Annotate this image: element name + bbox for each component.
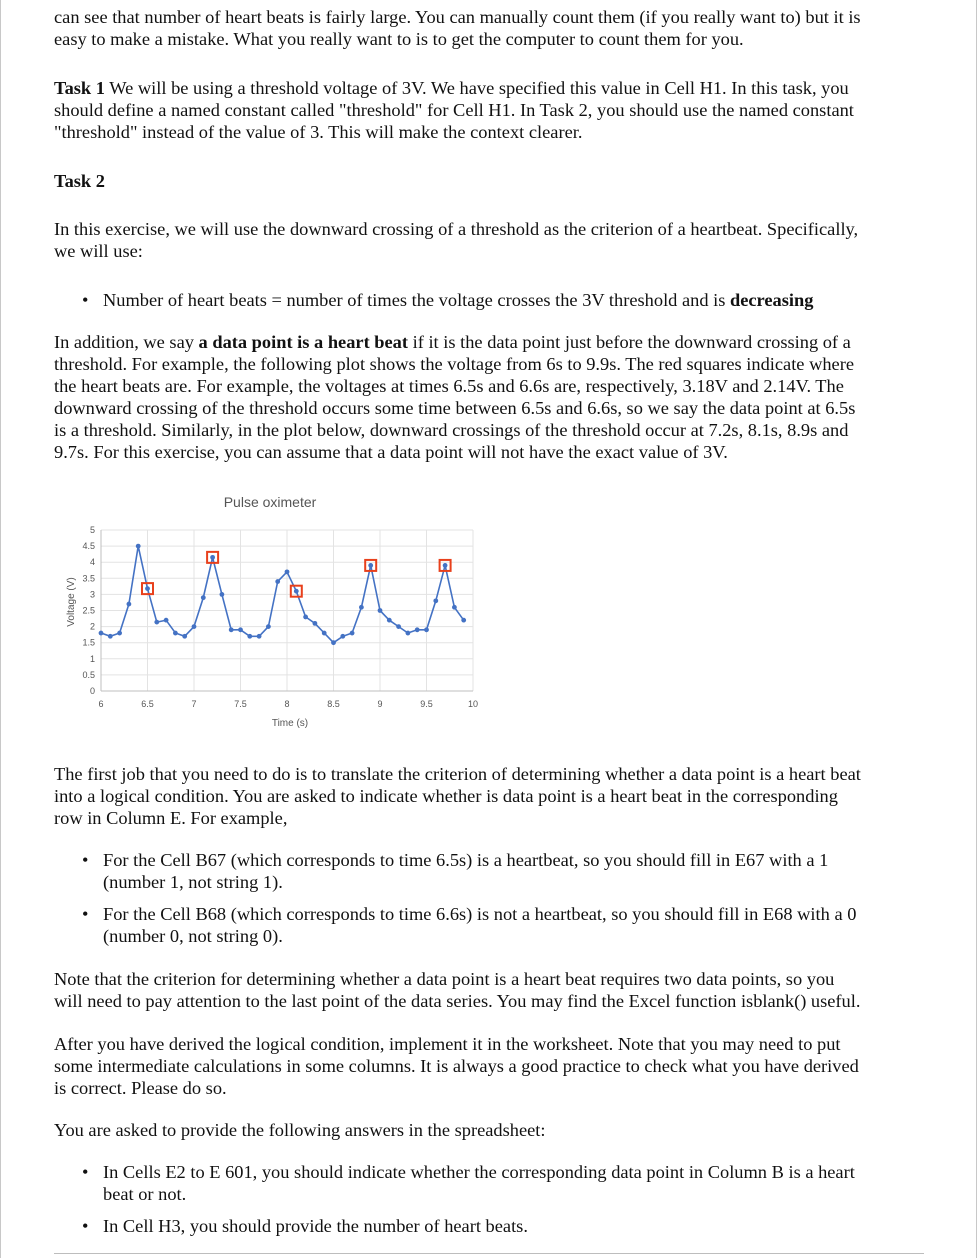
- task2-label: Task 2: [54, 171, 105, 191]
- implement-line: some intermediate calculations in some columns. It is always a good practice to check what you have derived: [54, 1056, 859, 1076]
- page-left-border: [0, 0, 1, 1258]
- y-tick-label: 0: [89, 686, 95, 696]
- task2-line: In this exercise, we will use the downward crossing of a threshold as the criterion of a heartbeat. Specifically,: [54, 219, 859, 239]
- list-item: [54, 849, 924, 893]
- list-item: [54, 289, 924, 311]
- data-point: [238, 627, 243, 632]
- list-item: [54, 1161, 924, 1205]
- data-point: [99, 631, 104, 636]
- data-point: [220, 592, 225, 597]
- data-point: [368, 563, 373, 568]
- bullet-text: Number of heart beats = number of times the voltage crosses the 3V threshold and is: [103, 290, 730, 310]
- pulse-oximeter-chart: [55, 480, 495, 738]
- definition-line: is a threshold. Similarly, in the plot below, downward crossings of the threshold occur at 7.2s, 8.1s, 8.9s and: [54, 420, 849, 440]
- bullet-text: In Cell H3, you should provide the number of heart beats.: [103, 1216, 528, 1236]
- chart-gridlines: [101, 530, 473, 691]
- data-point: [350, 631, 355, 636]
- data-point: [331, 640, 336, 645]
- bottom-divider: [54, 1253, 924, 1254]
- data-point: [275, 579, 280, 584]
- bullet-text: (number 0, not string 0).: [103, 926, 283, 946]
- data-point: [266, 624, 271, 629]
- data-point: [406, 631, 411, 636]
- bullet-text: For the Cell B68 (which corresponds to time 6.6s) is not a heartbeat, so you should fill in E68 with a 0: [103, 904, 857, 924]
- y-tick-label: 3: [89, 589, 95, 600]
- intro-line: easy to make a mistake. What you really want to is to get the computer to count them for you.: [54, 29, 744, 49]
- x-tick-label: 9: [377, 699, 383, 709]
- y-tick-label: 2: [89, 621, 95, 632]
- task1-paragraph: [54, 77, 929, 143]
- data-point: [452, 605, 457, 610]
- y-tick-label: 4: [89, 557, 95, 568]
- example-list: [54, 849, 924, 947]
- definition-line: 9.7s. For this exercise, you can assume that a data point will not have the exact value of 3V.: [54, 442, 728, 462]
- data-point: [285, 569, 290, 574]
- y-axis-label: Voltage (V): [66, 577, 77, 627]
- chart-title: Pulse oximeter: [223, 494, 317, 510]
- definition-line: if it is the data point just before the downward crossing of a: [408, 332, 851, 352]
- answers-paragraph: [54, 1119, 929, 1141]
- bullet-text: (number 1, not string 1).: [103, 872, 283, 892]
- task1-line: We will be using a threshold voltage of 3V. We have specified this value in Cell H1. In this task, you: [104, 78, 849, 98]
- definition-line: downward crossing of the threshold occurs some time between 6.5s and 6.6s, so we say the data point at 6.5s: [54, 398, 856, 418]
- task2-line: we will use:: [54, 241, 143, 261]
- definition-line: the heart beats are. For example, the voltages at times 6.5s and 6.6s are, respectively, 3.18V and 2.14V. The: [54, 376, 844, 396]
- note-line: Note that the criterion for determining whether a data point is a heart beat requires two data points, so you: [54, 969, 835, 989]
- criterion-list: [54, 289, 924, 311]
- task2-heading: [54, 170, 929, 192]
- list-item: [54, 1215, 924, 1237]
- data-point: [443, 563, 448, 568]
- data-point: [127, 602, 132, 607]
- x-tick-label: 7.5: [234, 699, 247, 709]
- bullet-text: beat or not.: [103, 1184, 187, 1204]
- x-tick-label: 8: [284, 699, 290, 709]
- data-point: [182, 634, 187, 639]
- list-item: [54, 903, 924, 947]
- definition-paragraph: [54, 331, 929, 463]
- data-point: [192, 624, 197, 629]
- bullet-bold-text: decreasing: [730, 290, 814, 310]
- data-point: [257, 634, 262, 639]
- y-tick-label: 5: [89, 525, 95, 535]
- data-point: [303, 615, 308, 620]
- y-tick-label: 4.5: [82, 541, 95, 552]
- logic-line: into a logical condition. You are asked to indicate whether is data point is a heart beat in the corresponding: [54, 786, 838, 806]
- data-point: [424, 627, 429, 632]
- bullet-text: For the Cell B67 (which corresponds to time 6.5s) is a heartbeat, so you should fill in E67 with a 1: [103, 850, 829, 870]
- task1-line: "threshold" instead of the value of 3. This will make the context clearer.: [54, 122, 583, 142]
- logic-line: The first job that you need to do is to translate the criterion of determining whether a data point is a heart beat: [54, 764, 861, 784]
- intro-line: can see that number of heart beats is fairly large. You can manually count them (if you really want to) but it is: [54, 7, 861, 27]
- implement-line: is correct. Please do so.: [54, 1078, 227, 1098]
- y-tick-label: 2.5: [82, 605, 95, 616]
- x-tick-label: 10: [467, 699, 479, 709]
- data-point: [313, 621, 318, 626]
- implement-line: After you have derived the logical condition, implement it in the worksheet. Note that you may need to put: [54, 1034, 841, 1054]
- x-axis-label: Time (s): [271, 718, 309, 729]
- task2-intro-paragraph: [54, 218, 929, 262]
- data-point: [201, 595, 206, 600]
- note-paragraph: [54, 968, 929, 1012]
- data-point: [396, 624, 401, 629]
- data-point: [108, 634, 113, 639]
- x-tick-label: 8.5: [327, 699, 340, 709]
- note-line: will need to pay attention to the last point of the data series. You may find the Excel function isblank() useful.: [54, 991, 861, 1011]
- y-tick-labels: [82, 525, 95, 696]
- x-tick-label: 9.5: [420, 699, 433, 709]
- data-point: [359, 605, 364, 610]
- data-point: [136, 544, 141, 549]
- y-tick-label: 1: [89, 653, 95, 664]
- data-point: [461, 618, 466, 623]
- y-tick-label: 0.5: [82, 669, 95, 680]
- bullet-text: In Cells E2 to E 601, you should indicate whether the corresponding data point in Column B is a heart: [103, 1162, 855, 1182]
- data-point: [210, 555, 215, 560]
- data-point: [387, 618, 392, 623]
- data-point: [173, 631, 178, 636]
- answers-line: You are asked to provide the following answers in the spreadsheet:: [54, 1120, 546, 1140]
- task1-line: should define a named constant called "threshold" for Cell H1. In Task 2, you should use the named constant: [54, 100, 854, 120]
- definition-bold: a data point is a heart beat: [198, 332, 409, 352]
- logic-line: row in Column E. For example,: [54, 808, 288, 828]
- x-tick-label: 6.5: [141, 699, 154, 709]
- intro-paragraph: [54, 6, 929, 50]
- data-point: [247, 634, 252, 639]
- answers-list: [54, 1161, 924, 1237]
- y-tick-label: 1.5: [82, 637, 95, 648]
- data-point: [322, 631, 327, 636]
- data-point: [145, 586, 150, 591]
- task1-label: Task 1: [54, 78, 105, 98]
- data-point: [378, 608, 383, 613]
- page-right-border: [976, 0, 977, 1258]
- data-point: [164, 618, 169, 623]
- data-point: [154, 620, 159, 625]
- x-tick-label: 7: [191, 699, 197, 709]
- definition-line: In addition, we say: [54, 332, 199, 352]
- y-tick-label: 3.5: [82, 573, 95, 584]
- definition-line: threshold. For example, the following plot shows the voltage from 6s to 9.9s. The red squares indicate where: [54, 354, 854, 374]
- implement-paragraph: [54, 1033, 929, 1099]
- data-point: [229, 627, 234, 632]
- data-point: [294, 589, 299, 594]
- x-tick-labels: [98, 699, 478, 709]
- data-point: [340, 634, 345, 639]
- data-point: [433, 598, 438, 603]
- logic-paragraph: [54, 763, 929, 829]
- data-point: [415, 627, 420, 632]
- data-point: [117, 631, 122, 636]
- x-tick-label: 6: [98, 699, 104, 709]
